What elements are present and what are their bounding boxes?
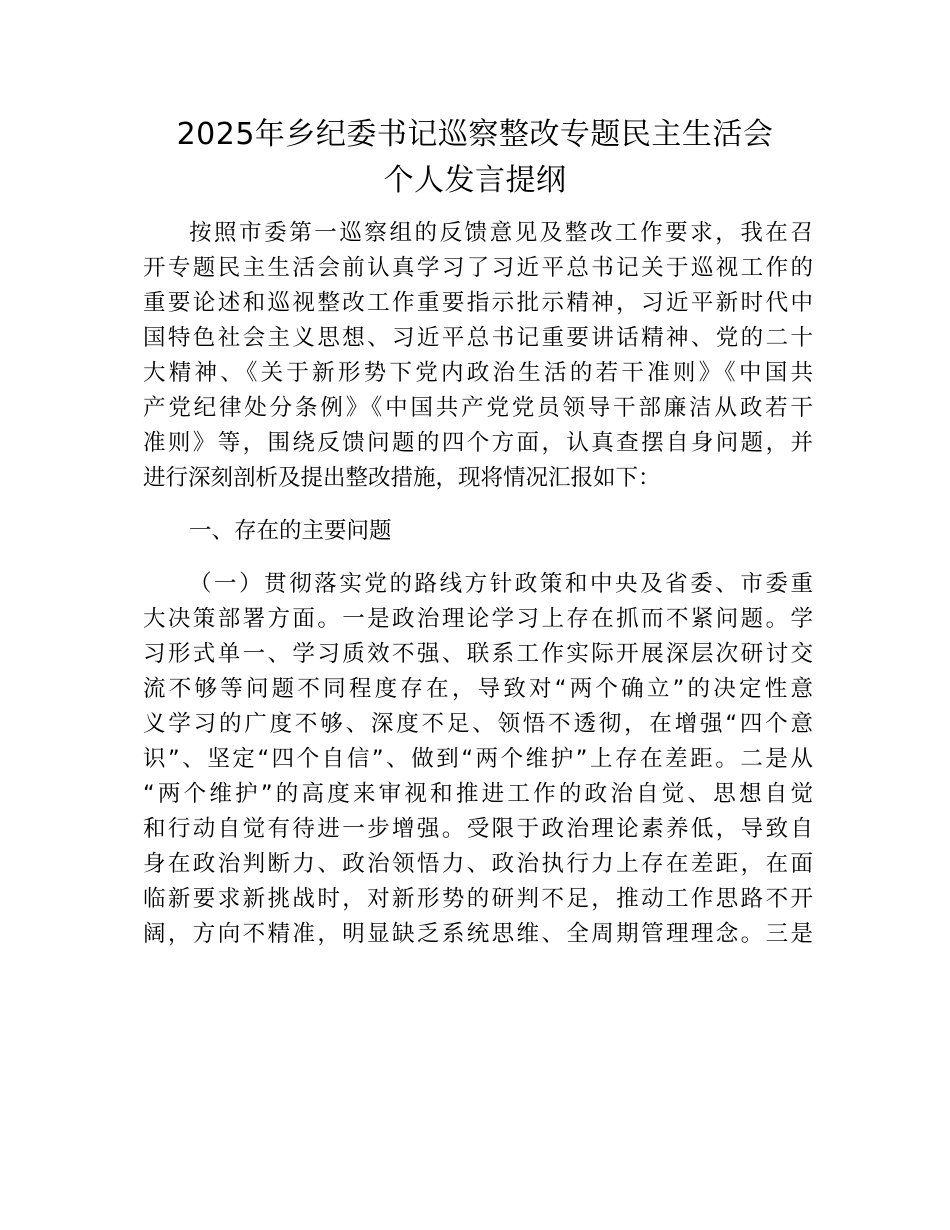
section-line: 临新要求新挑战时，对新形势的研判不足，推动工作思路不开	[143, 886, 813, 912]
paragraph-spacer	[143, 549, 813, 567]
section-line: 流不够等问题不同程度存在，导致对“两个确立”的决定性意	[143, 676, 813, 702]
section-line: “两个维护”的高度来审视和推进工作的政治自觉、思想自觉	[143, 781, 813, 807]
intro-line: 进行深刻剖析及提出整改措施，现将情况汇报如下：	[143, 465, 661, 491]
intro-line: 准则》等，围绕反馈问题的四个方面，认真查摆自身问题，并	[143, 430, 813, 456]
intro-line: 重要论述和巡视整改工作重要指示批示精神，习近平新时代中	[143, 290, 813, 316]
section-line: （一）贯彻落实党的路线方针政策和中央及省委、市委重	[189, 571, 813, 597]
document-body	[143, 216, 813, 952]
intro-line: 产党纪律处分条例》《中国共产党党员领导干部廉洁从政若干	[143, 395, 813, 421]
section-line: 阔，方向不精准，明显缺乏系统思维、全周期管理理念。三是	[143, 921, 813, 947]
section-heading: 一、存在的主要问题	[189, 518, 392, 544]
section-line: 和行动自觉有待进一步增强。受限于政治理论素养低，导致自	[143, 816, 813, 842]
intro-line: 大精神、《关于新形势下党内政治生活的若干准则》《中国共	[143, 360, 813, 386]
intro-line: 国特色社会主义思想、习近平总书记重要讲话精神、党的二十	[143, 325, 813, 351]
document-title	[0, 112, 950, 204]
title-line-2: 个人发言提纲	[383, 163, 567, 198]
section-line: 大决策部署方面。一是政治理论学习上存在抓而不紧问题。学	[143, 606, 813, 632]
section-line: 识”、坚定“四个自信”、做到“两个维护”上存在差距。二是从	[143, 746, 813, 772]
section-line: 习形式单一、学习质效不强、联系工作实际开展深层次研讨交	[143, 641, 813, 667]
section-line: 身在政治判断力、政治领悟力、政治执行力上存在差距，在面	[143, 851, 813, 877]
title-line-1: 2025年乡纪委书记巡察整改专题民主生活会	[176, 117, 774, 152]
paragraph-spacer	[143, 496, 813, 514]
intro-line: 按照市委第一巡察组的反馈意见及整改工作要求，我在召	[189, 220, 813, 246]
intro-line: 开专题民主生活会前认真学习了习近平总书记关于巡视工作的	[143, 255, 813, 281]
section-line: 义学习的广度不够、深度不足、领悟不透彻，在增强“四个意	[143, 711, 813, 737]
